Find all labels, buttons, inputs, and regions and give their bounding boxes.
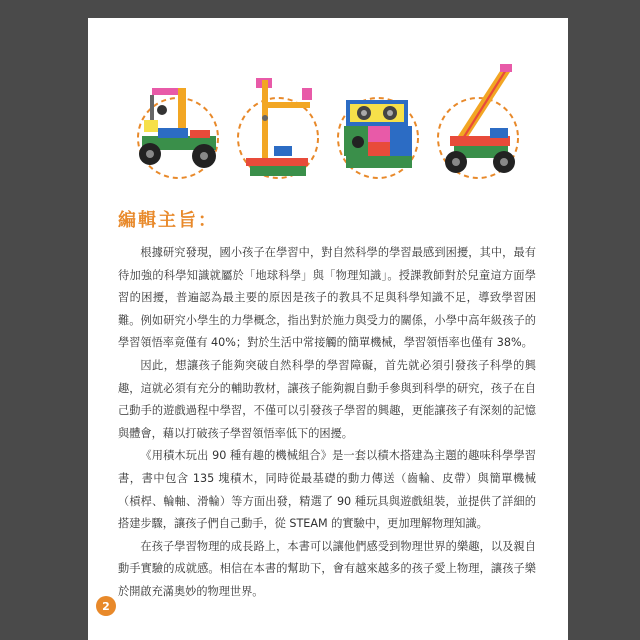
section-heading: 編輯主旨： [118,210,218,231]
body-text [118,242,536,604]
toy-illustrations [128,58,528,198]
ladder-truck-illustration [428,58,528,198]
page-number-badge: 2 [96,596,116,616]
lever-tower-illustration [228,58,328,198]
book-page [88,18,568,640]
paragraph-4: 在孩子學習物理的成長路上，本書可以讓他們感受到物理世界的樂趣，以及親自動手實驗的成就感。相信在本書的幫助下，會有越來越多的孩子愛上物理，讓孩子樂於開啟充滿奧妙的物理世界。 [118,539,536,598]
paragraph-2: 因此，想讓孩子能夠突破自然科學的學習障礙，首先就必須引發孩子科學的興趣，這就必須有充分的輔助教材，讓孩子能夠親自動手參與到科學的研究，孩子在自己動手的遊戲過程中學習，不僅可以引發孩子學習的興趣，更能讓孩子有深刻的記憶與體會，藉以打破孩子學習領悟率低下的困擾。 [118,358,536,440]
paragraph-3: 《用積木玩出 90 種有趣的機械組合》是一套以積木搭建為主題的趣味科學學習書，書中包含 135 塊積木，同時從最基礎的動力傳送（齒輪、皮帶）與簡單機械（槓桿、輪軸、滑輪）等方面出發，精選了 90 種玩具與遊戲組裝，並提供了詳細的搭建步驟，讓孩子們自己動手，從 STEAM 的實驗中，更加理解物理知識。 [118,449,536,531]
robot-block-illustration [328,58,428,198]
crane-truck-illustration [128,58,228,198]
paragraph-1: 根據研究發現，國小孩子在學習中，對自然科學的學習最感到困擾，其中，最有待加強的科學知識就屬於「地球科學」與「物理知識」。授課教師對於兒童這方面學習的困擾，普遍認為最主要的原因是孩子的教具不足與科學知識不足，導致學習困難。例如研究小學生的力學概念，指出對於施力與受力的關係，小學中高年級孩子的學習領悟率竟僅有 40%；對於生活中常接觸的簡單機械，學習領悟率也僅有 38%。 [118,246,536,350]
